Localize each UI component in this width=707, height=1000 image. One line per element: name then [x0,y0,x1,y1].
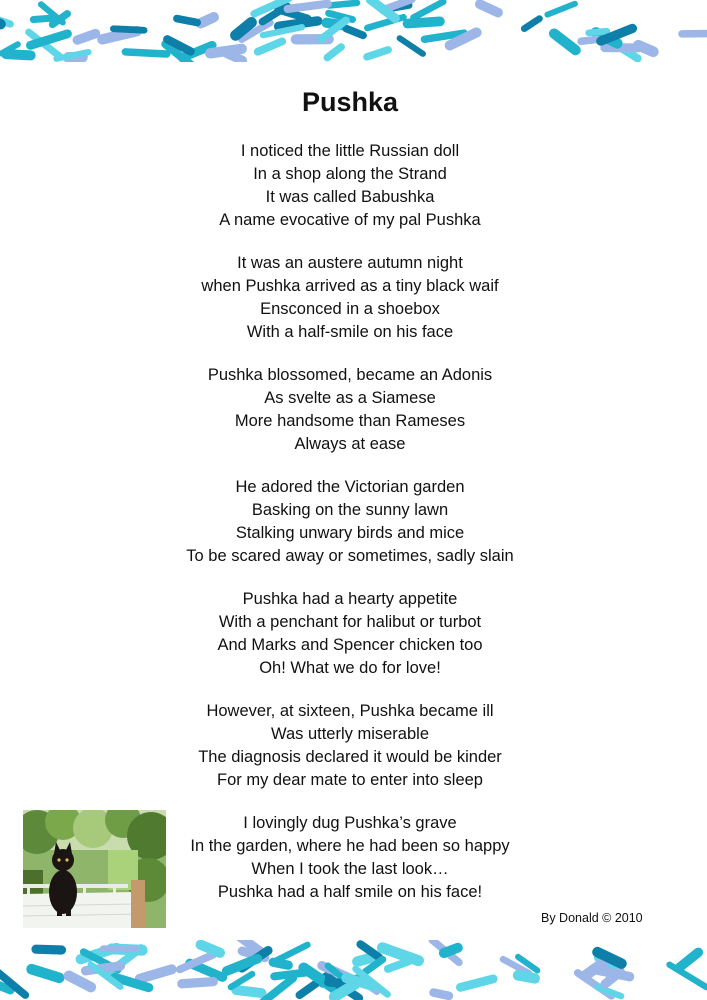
stanza-1 [0,140,700,232]
brushstroke-mark [428,987,454,1000]
poem-line: More handsome than Rameses [234,412,466,430]
poem-line: I noticed the little Russian doll [240,142,460,160]
stanza-6 [0,700,700,792]
poem-line: A name evocative of my pal Pushka [219,211,481,229]
poem-line: For my dear mate to enter into sleep [217,771,483,789]
poem-line: The diagnosis declared it would be kinder [198,748,502,766]
brushstroke-mark [455,974,499,993]
brushstroke-mark [172,14,201,27]
brushstroke-mark [71,28,101,47]
brushstroke-mark [322,42,346,62]
brushstroke-mark [177,977,218,989]
brushstroke-mark [362,45,393,62]
poem-title: Pushka [301,87,399,117]
poem-line: As svelte as a Siamese [264,389,436,407]
brushstroke-mark [341,24,368,41]
poem-line: With a half-smile on his face [246,323,454,341]
poem-line: Always at ease [294,435,406,453]
brushstroke-mark [678,30,707,38]
black-cat-in-garden-photo-icon [23,810,166,928]
poem-line: Pushka had a hearty appetite [242,590,458,608]
brushstroke-mark [121,48,170,58]
poem-line: To be scared away or sometimes, sadly slain [186,547,514,565]
author-credit: By Donald © 2010 [541,911,643,925]
cat-photo [23,810,166,928]
brushstroke-mark [31,944,66,954]
poem-line: He adored the Victorian garden [235,478,465,496]
brushstroke-mark [520,14,545,33]
poem-line: When I took the last look… [251,860,449,878]
poem-line: Ensconced in a shoebox [260,300,440,318]
brushstroke-mark [220,953,263,978]
poem-line: Oh! What we do for love! [259,659,441,677]
poem-line: Pushka blossomed, became an Adonis [207,366,493,384]
poem-line: With a penchant for halibut or turbot [218,613,482,631]
poem-line: Was utterly miserable [270,725,429,743]
poem-line: And Marks and Spencer chicken too [217,636,483,654]
stanza-5 [0,588,700,680]
stanza-4 [0,476,700,568]
poem-line: In the garden, where he had been so happy [190,837,510,855]
brushstroke-mark [100,945,140,952]
brushstroke-mark [283,0,332,13]
poem-line: when Pushka arrived as a tiny black waif [201,277,499,295]
poem-line: Stalking unwary birds and mice [235,524,465,542]
brushstroke-mark [25,963,66,985]
brushstroke-mark [672,946,705,975]
stanza-2 [0,252,700,344]
brushstroke-mark [473,0,504,19]
brushstroke-mark [402,16,445,28]
poem-line: It was an austere autumn night [237,254,463,272]
poem-line: However, at sixteen, Pushka became ill [206,702,494,720]
top-brushstroke-border [0,0,707,62]
stanza-3 [0,364,700,456]
brushstroke-mark [544,0,579,19]
poem-line: Pushka had a half smile on his face! [217,883,483,901]
poem-line: In a shop along the Strand [253,165,447,183]
brushstroke-mark [253,36,288,57]
poem-line: It was called Babushka [265,188,435,206]
bottom-brushstroke-border [0,940,707,1000]
poem-body [0,140,700,924]
poem-line: Basking on the sunny lawn [251,501,449,519]
poem-line: I lovingly dug Pushka’s grave [243,814,457,832]
